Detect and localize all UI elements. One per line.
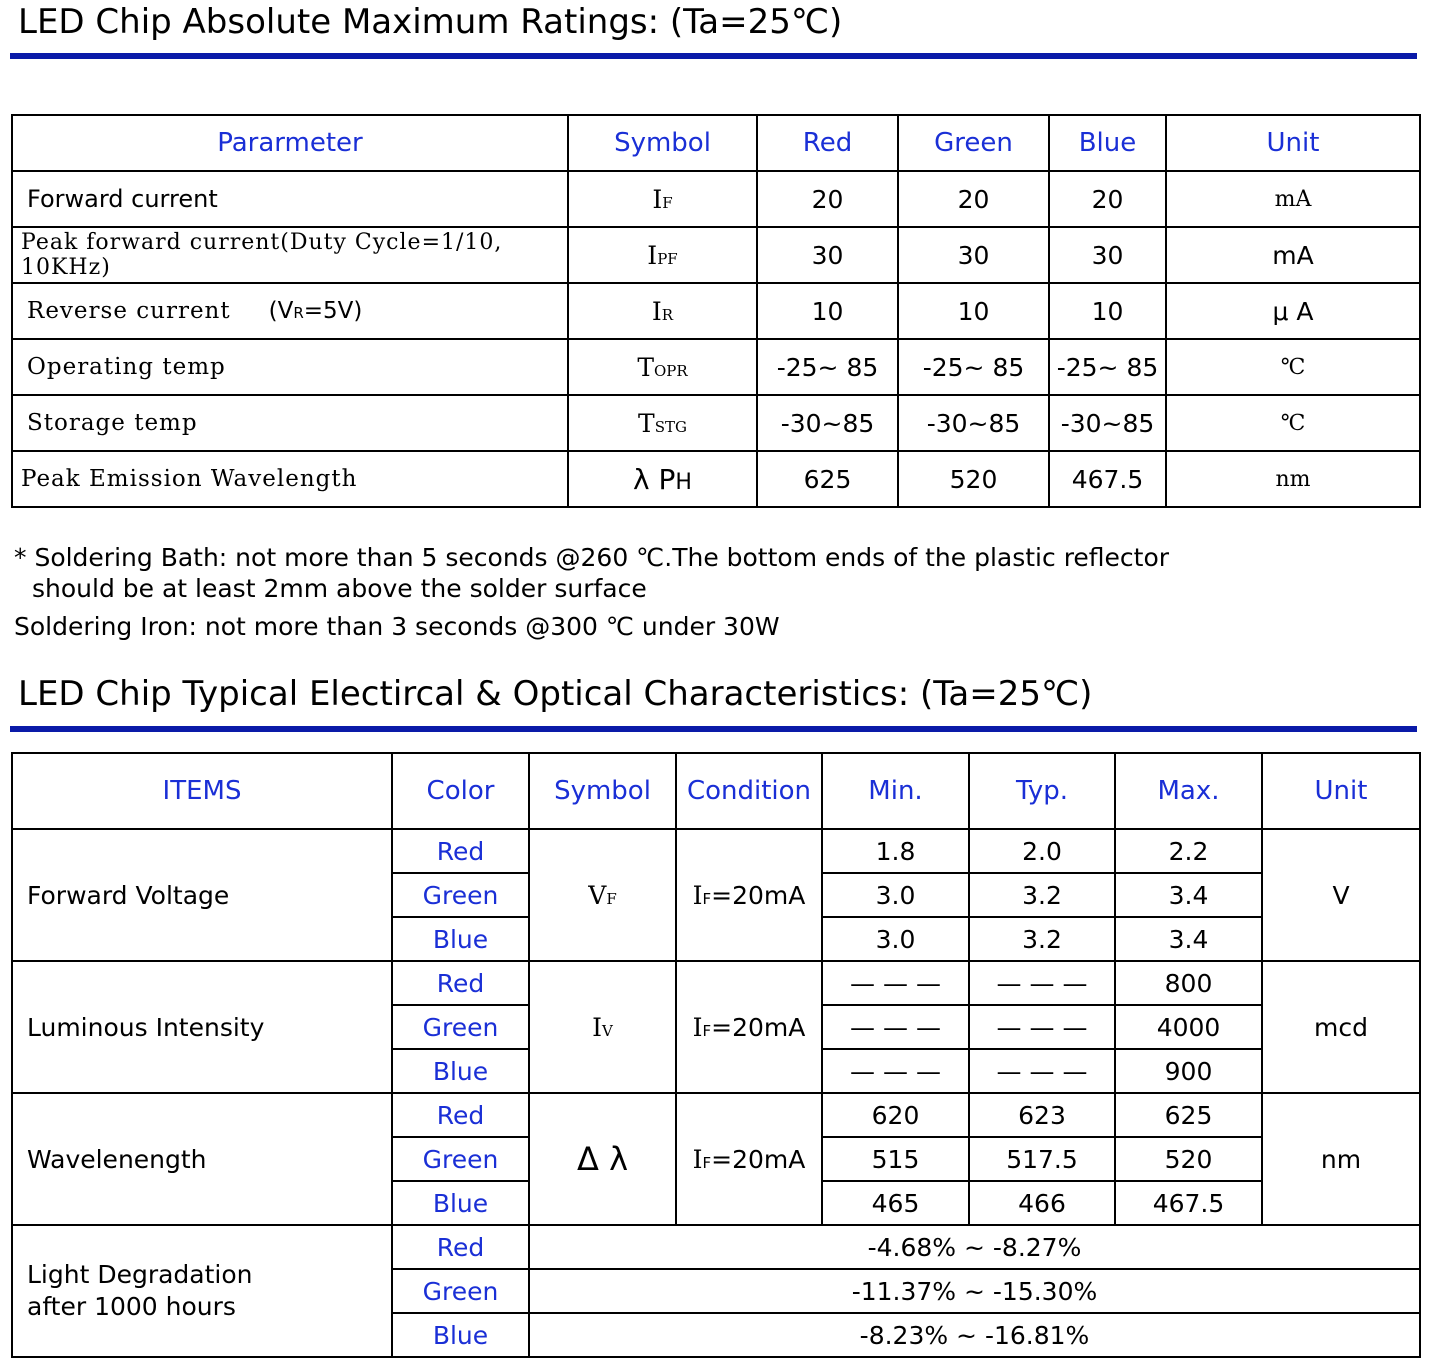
typ-value: — — — bbox=[969, 961, 1115, 1005]
header-unit: Unit bbox=[1262, 753, 1420, 829]
min-value: 515 bbox=[822, 1137, 969, 1181]
typ-value: 2.0 bbox=[969, 829, 1115, 873]
header-unit: Unit bbox=[1166, 115, 1420, 171]
min-value: 465 bbox=[822, 1181, 969, 1225]
table-row bbox=[12, 395, 1420, 451]
param-cell: Forward current bbox=[12, 171, 568, 227]
condition-cell: IF=20mA bbox=[676, 961, 822, 1093]
table-row bbox=[12, 451, 1420, 507]
unit-value: mA bbox=[1166, 227, 1420, 283]
table-header-row bbox=[12, 115, 1420, 171]
unit-cell: V bbox=[1262, 829, 1420, 961]
max-value: 520 bbox=[1115, 1137, 1262, 1181]
unit-value: μ A bbox=[1166, 283, 1420, 339]
param-cell: Storage temp bbox=[12, 395, 568, 451]
symbol-cell: λ PH bbox=[568, 451, 757, 507]
item-light-degradation: Light Degradation after 1000 hours bbox=[12, 1225, 392, 1357]
item-forward-voltage: Forward Voltage bbox=[12, 829, 392, 961]
max-value: 2.2 bbox=[1115, 829, 1262, 873]
color-cell: Blue bbox=[392, 1049, 529, 1093]
typ-value: 3.2 bbox=[969, 917, 1115, 961]
param-cell: Peak Emission Wavelength bbox=[12, 451, 568, 507]
param-cell: Reverse current (VR=5V) bbox=[12, 283, 568, 339]
color-cell: Blue bbox=[392, 917, 529, 961]
color-cell: Green bbox=[392, 873, 529, 917]
red-value: 30 bbox=[757, 227, 898, 283]
max-value: 800 bbox=[1115, 961, 1262, 1005]
green-value: -30~85 bbox=[898, 395, 1049, 451]
table-row bbox=[12, 171, 1420, 227]
color-cell: Green bbox=[392, 1005, 529, 1049]
characteristics-table bbox=[11, 752, 1421, 1358]
table-row bbox=[12, 339, 1420, 395]
table-header-row bbox=[12, 753, 1420, 829]
typ-value: 623 bbox=[969, 1093, 1115, 1137]
red-value: 10 bbox=[757, 283, 898, 339]
table-row bbox=[12, 961, 1420, 1005]
red-value: 20 bbox=[757, 171, 898, 227]
title-rule bbox=[10, 53, 1417, 59]
ratings-title: LED Chip Absolute Maximum Ratings: (Ta=25℃) bbox=[18, 2, 843, 42]
header-typ: Typ. bbox=[969, 753, 1115, 829]
soldering-notes bbox=[14, 542, 1169, 642]
color-cell: Red bbox=[392, 829, 529, 873]
color-cell: Blue bbox=[392, 1181, 529, 1225]
symbol-cell: IPF bbox=[568, 227, 757, 283]
header-items: ITEMS bbox=[12, 753, 392, 829]
blue-value: 10 bbox=[1049, 283, 1166, 339]
min-value: — — — bbox=[822, 1049, 969, 1093]
header-green: Green bbox=[898, 115, 1049, 171]
table-row bbox=[12, 1225, 1420, 1269]
header-parameter: Pararmeter bbox=[12, 115, 568, 171]
header-symbol: Symbol bbox=[568, 115, 757, 171]
characteristics-title: LED Chip Typical Electircal & Optical Characteristics: (Ta=25℃) bbox=[18, 674, 1093, 714]
unit-value: ℃ bbox=[1166, 339, 1420, 395]
green-value: 20 bbox=[898, 171, 1049, 227]
symbol-cell: TSTG bbox=[568, 395, 757, 451]
color-cell: Green bbox=[392, 1269, 529, 1313]
max-value: 3.4 bbox=[1115, 873, 1262, 917]
typ-value: 517.5 bbox=[969, 1137, 1115, 1181]
blue-value: 467.5 bbox=[1049, 451, 1166, 507]
min-value: — — — bbox=[822, 1005, 969, 1049]
table-row bbox=[12, 227, 1420, 283]
symbol-cell: TOPR bbox=[568, 339, 757, 395]
blue-value: 20 bbox=[1049, 171, 1166, 227]
color-cell: Red bbox=[392, 1225, 529, 1269]
item-luminous-intensity: Luminous Intensity bbox=[12, 961, 392, 1093]
symbol-cell: IR bbox=[568, 283, 757, 339]
header-blue: Blue bbox=[1049, 115, 1166, 171]
header-max: Max. bbox=[1115, 753, 1262, 829]
item-wavelength: Wavelenength bbox=[12, 1093, 392, 1225]
symbol-cell: IF bbox=[568, 171, 757, 227]
max-value: 625 bbox=[1115, 1093, 1262, 1137]
unit-value: nm bbox=[1166, 451, 1420, 507]
unit-cell: mcd bbox=[1262, 961, 1420, 1093]
color-cell: Red bbox=[392, 1093, 529, 1137]
min-value: 3.0 bbox=[822, 873, 969, 917]
header-min: Min. bbox=[822, 753, 969, 829]
min-value: — — — bbox=[822, 961, 969, 1005]
note-line: should be at least 2mm above the solder surface bbox=[32, 574, 647, 603]
red-value: 625 bbox=[757, 451, 898, 507]
condition-cell: IF=20mA bbox=[676, 829, 822, 961]
header-red: Red bbox=[757, 115, 898, 171]
red-value: -25~ 85 bbox=[757, 339, 898, 395]
absolute-max-ratings-table bbox=[11, 114, 1421, 508]
min-value: 620 bbox=[822, 1093, 969, 1137]
table-row bbox=[12, 1093, 1420, 1137]
note-line: * Soldering Bath: not more than 5 seconds @260 ℃.The bottom ends of the plastic reflector bbox=[14, 543, 1170, 572]
typ-value: 3.2 bbox=[969, 873, 1115, 917]
blue-value: -30~85 bbox=[1049, 395, 1166, 451]
typ-value: — — — bbox=[969, 1049, 1115, 1093]
max-value: 3.4 bbox=[1115, 917, 1262, 961]
header-condition: Condition bbox=[676, 753, 822, 829]
blue-value: -25~ 85 bbox=[1049, 339, 1166, 395]
note-line: Soldering Iron: not more than 3 seconds @300 ℃ under 30W bbox=[14, 612, 780, 641]
max-value: 467.5 bbox=[1115, 1181, 1262, 1225]
green-value: 520 bbox=[898, 451, 1049, 507]
condition-cell: IF=20mA bbox=[676, 1093, 822, 1225]
degradation-range: -4.68% ~ -8.27% bbox=[529, 1225, 1420, 1269]
min-value: 3.0 bbox=[822, 917, 969, 961]
color-cell: Blue bbox=[392, 1313, 529, 1357]
color-cell: Green bbox=[392, 1137, 529, 1181]
typ-value: — — — bbox=[969, 1005, 1115, 1049]
green-value: 10 bbox=[898, 283, 1049, 339]
max-value: 4000 bbox=[1115, 1005, 1262, 1049]
color-cell: Red bbox=[392, 961, 529, 1005]
table-row bbox=[12, 829, 1420, 873]
param-cell: Peak forward current(Duty Cycle=1/10, 10KHz) bbox=[12, 227, 568, 283]
symbol-cell: Δ λ bbox=[529, 1093, 676, 1225]
unit-value: ℃ bbox=[1166, 395, 1420, 451]
blue-value: 30 bbox=[1049, 227, 1166, 283]
min-value: 1.8 bbox=[822, 829, 969, 873]
unit-cell: nm bbox=[1262, 1093, 1420, 1225]
green-value: -25~ 85 bbox=[898, 339, 1049, 395]
symbol-cell: VF bbox=[529, 829, 676, 961]
green-value: 30 bbox=[898, 227, 1049, 283]
title-rule bbox=[10, 726, 1417, 732]
degradation-range: -8.23% ~ -16.81% bbox=[529, 1313, 1420, 1357]
header-color: Color bbox=[392, 753, 529, 829]
unit-value: mA bbox=[1166, 171, 1420, 227]
symbol-cell: IV bbox=[529, 961, 676, 1093]
table-row bbox=[12, 283, 1420, 339]
red-value: -30~85 bbox=[757, 395, 898, 451]
typ-value: 466 bbox=[969, 1181, 1115, 1225]
max-value: 900 bbox=[1115, 1049, 1262, 1093]
header-symbol: Symbol bbox=[529, 753, 676, 829]
param-cell: Operating temp bbox=[12, 339, 568, 395]
degradation-range: -11.37% ~ -15.30% bbox=[529, 1269, 1420, 1313]
